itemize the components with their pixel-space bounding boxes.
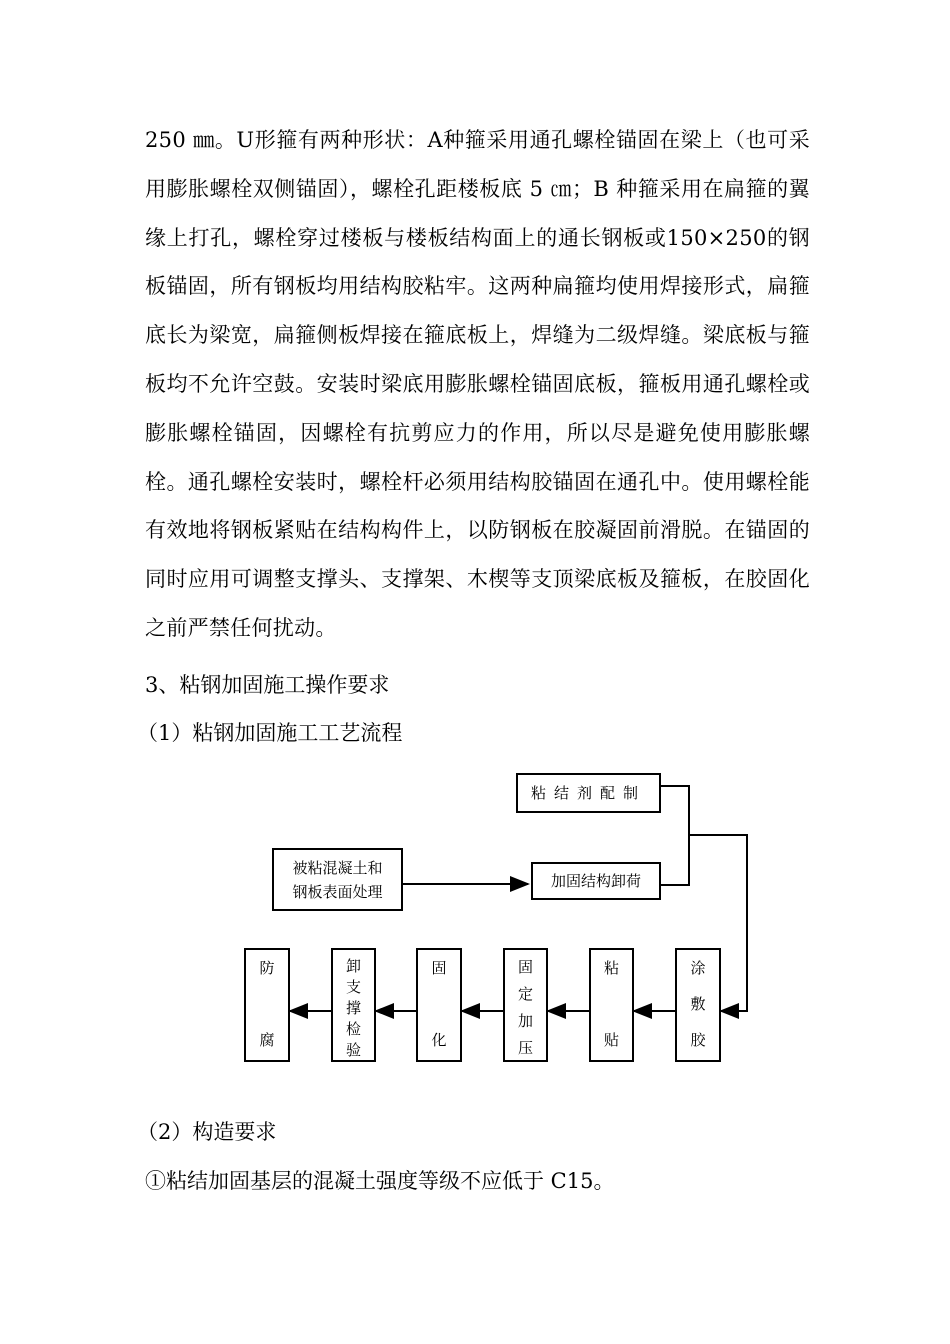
coat-char-1: 涂 <box>690 959 706 977</box>
unload-box <box>531 862 661 900</box>
remove-char-5: 验 <box>345 1041 361 1059</box>
adhesive-mix-label: 粘结剂配制 <box>530 784 646 802</box>
surface-prep-box <box>272 848 403 911</box>
stick-char-1: 粘 <box>603 959 619 977</box>
body-paragraph: 250 ㎜。U形箍有两种形状：A种箍采用通孔螺栓锚固在梁上（也可采用膨胀螺栓双侧锚固），螺栓孔距楼板底 5 ㎝；B 种箍采用在扁箍的翼缘上打孔，螺栓穿过楼板与楼板结构面上的通长钢板或150×250的钢板锚固，所有钢板均用结构胶粘牢。这两种扁箍均使用焊接形式，扁箍底长为梁宽，扁箍侧板焊接在箍底板上，焊缝为二级焊缝。梁底板与箍板均不允许空鼓。安装时梁底用膨胀螺栓锚固底板，箍板用通孔螺栓或膨胀螺栓锚固，因螺栓有抗剪应力的作用，所以尽是避免使用膨胀螺栓。通孔螺栓安装时，螺栓杆必须用结构胶锚固在通孔中。使用螺栓能有效地将钢板紧贴在结构构件上，以防钢板在胶凝固前滑脱。在锚固的同时应用可调整支撑头、支撑架、木楔等支顶梁底板及箍板，在胶固化之前严禁任何扰动。 <box>145 128 810 640</box>
surface-prep-line-1: 被粘混凝土和 <box>292 858 383 877</box>
clamp-char-3: 加 <box>517 1012 533 1030</box>
anticorrosion-box <box>244 948 290 1062</box>
remove-char-2: 支 <box>345 978 361 996</box>
section-3-heading: 3、粘钢加固施工操作要求 <box>145 673 390 697</box>
clamp-char-2: 定 <box>517 985 533 1003</box>
clamp-char-1: 固 <box>517 958 533 976</box>
stick-char-2: 贴 <box>603 1031 619 1049</box>
subsection-2-heading: （2）构造要求 <box>137 1120 277 1144</box>
remove-char-3: 撑 <box>345 999 361 1017</box>
remove-support-inspect-box <box>331 948 376 1062</box>
subsection-1-heading: （1）粘钢加固施工工艺流程 <box>137 721 403 745</box>
coat-char-3: 胶 <box>690 1031 706 1049</box>
adhesive-mix-box <box>516 773 661 813</box>
cure-char-2: 化 <box>431 1031 447 1049</box>
requirement-item-1: ①粘结加固基层的混凝土强度等级不应低于 C15。 <box>145 1169 615 1193</box>
remove-char-4: 检 <box>345 1020 361 1038</box>
clamp-char-4: 压 <box>517 1039 533 1057</box>
unload-label: 加固结构卸荷 <box>550 872 641 890</box>
anticorrosion-char-2: 腐 <box>259 1031 275 1049</box>
surface-prep-line-2: 钢板表面处理 <box>292 882 383 901</box>
stick-box <box>589 948 634 1062</box>
cure-char-1: 固 <box>431 959 447 977</box>
remove-char-1: 卸 <box>345 957 361 975</box>
coat-char-2: 敷 <box>690 995 706 1013</box>
anticorrosion-char-1: 防 <box>259 959 275 977</box>
cure-box <box>416 948 462 1062</box>
clamp-box <box>503 948 548 1062</box>
coat-glue-box <box>675 948 721 1062</box>
